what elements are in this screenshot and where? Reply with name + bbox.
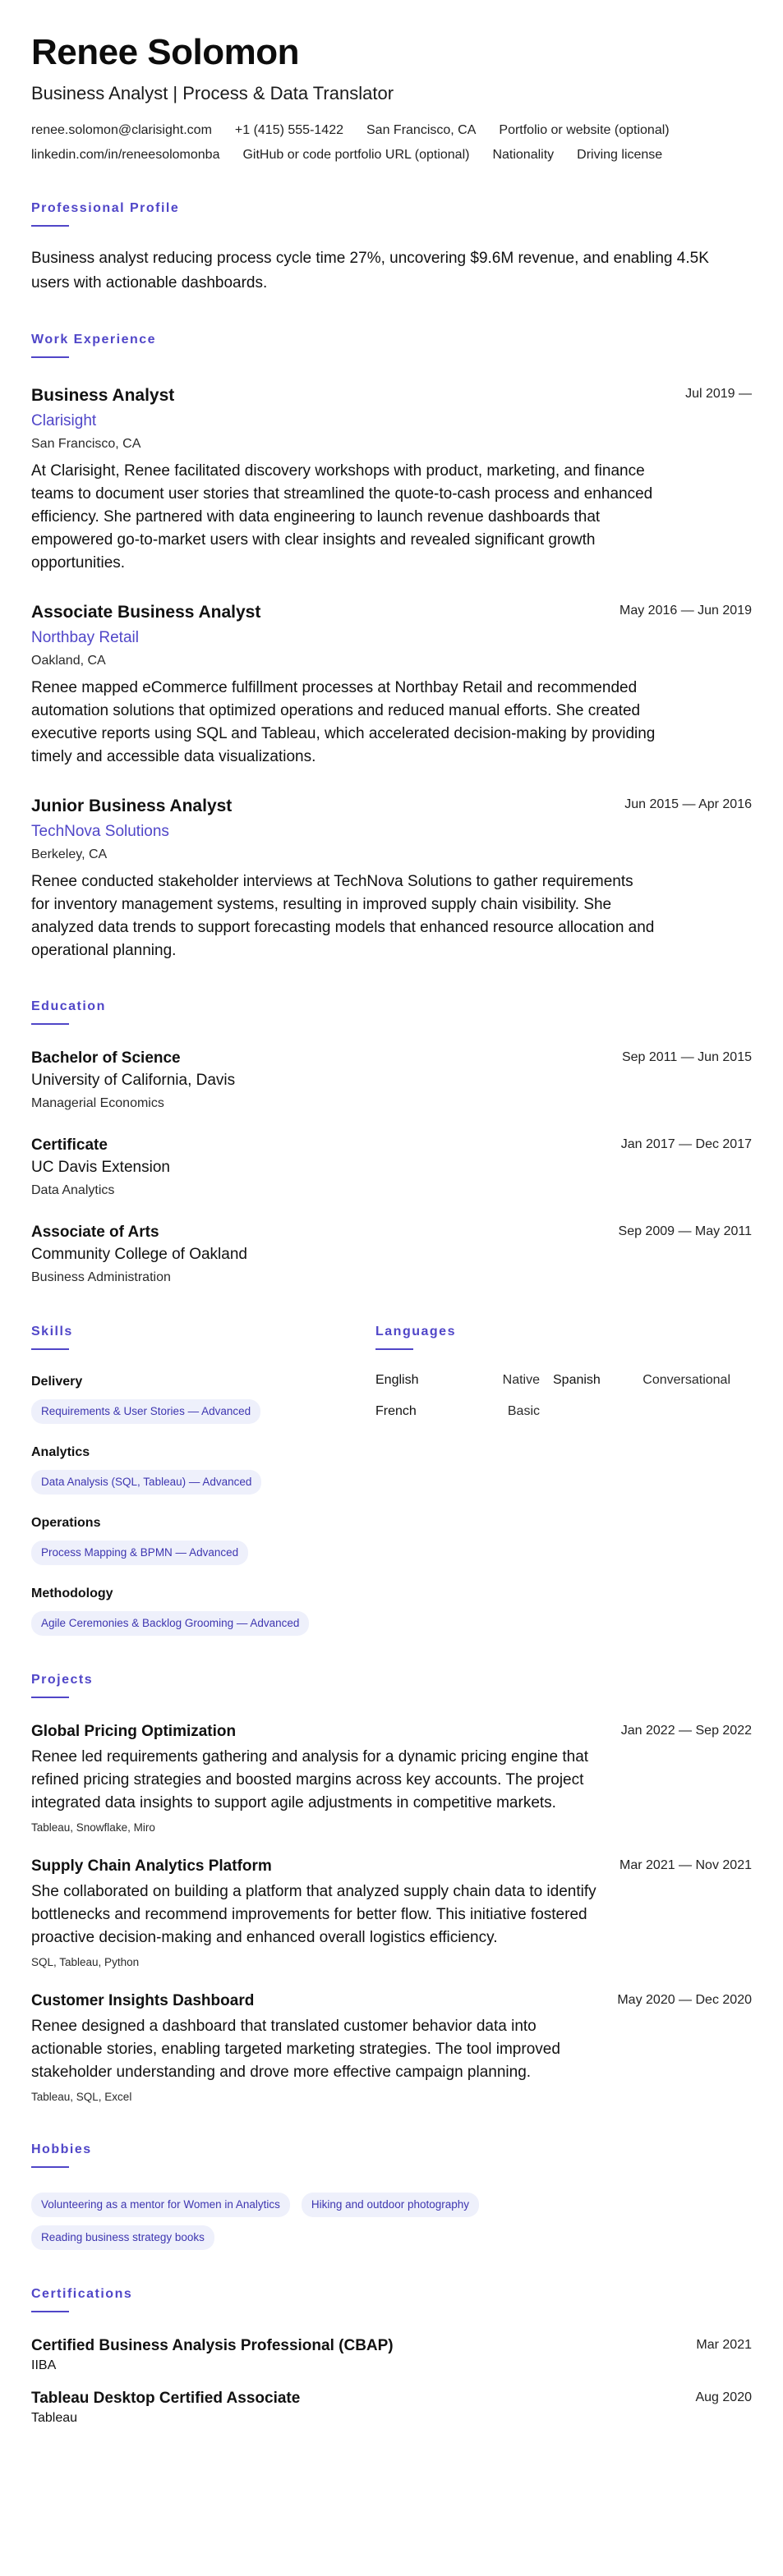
skill-pill: Data Analysis (SQL, Tableau) — Advanced	[31, 1470, 261, 1495]
contact-nationality: Nationality	[492, 148, 555, 162]
education-field: Business Administration	[31, 1270, 171, 1284]
section-title-projects: Projects	[31, 1673, 94, 1687]
certification-date: Aug 2020	[695, 2390, 752, 2404]
certification-name: Certified Business Analysis Professional (CBAP)	[31, 2337, 394, 2354]
skill-group	[31, 1444, 375, 1495]
education-degree: Associate of Arts	[31, 1224, 159, 1241]
project-entry	[31, 1721, 752, 1836]
job-description: Renee conducted stakeholder interviews at TechNova Solutions to gather requirements for inventory management systems, resulting in improved supply chain visibility. She analyzed data trends to support forecasting models that enhanced resource allocation and operational planning.	[31, 873, 655, 959]
project-entry	[31, 1991, 752, 2105]
project-description: Renee led requirements gathering and analysis for a dynamic pricing engine that refined pricing strategies and boosted margins across key accounts. The project integrated data insights to support agile adjustments in competitive markets.	[31, 1748, 589, 1811]
education-entry	[31, 1222, 752, 1288]
job-title: Junior Business Analyst	[31, 797, 233, 815]
languages-section	[375, 1324, 752, 1636]
job-company: Clarisight	[31, 412, 97, 429]
job-entry	[31, 601, 752, 769]
profile-section	[31, 200, 752, 296]
project-dates: Mar 2021 — Nov 2021	[619, 1858, 752, 1872]
job-title: Associate Business Analyst	[31, 603, 261, 622]
skill-category: Delivery	[31, 1375, 83, 1389]
language-name: Spanish	[553, 1373, 601, 1387]
job-description: At Clarisight, Renee facilitated discovery workshops with product, marketing, and finance teams to document user stories that streamlined the quote-to-cash process and enhanced efficiency. She partnered with data engineering to launch revenue dashboards that empowered go-to-market users with clear insights and revealed significant growth opportunities.	[31, 462, 653, 572]
skill-pill: Process Mapping & BPMN — Advanced	[31, 1541, 248, 1565]
certification-name: Tableau Desktop Certified Associate	[31, 2390, 301, 2407]
education-section	[31, 999, 752, 1288]
hobby-pill: Reading business strategy books	[31, 2225, 214, 2250]
language-level: Basic	[507, 1404, 540, 1418]
skill-group	[31, 1585, 375, 1636]
skill-category: Analytics	[31, 1445, 90, 1459]
resume-header	[31, 31, 752, 164]
project-tools: SQL, Tableau, Python	[31, 1956, 140, 1968]
skill-group	[31, 1514, 375, 1565]
project-tools: Tableau, Snowflake, Miro	[31, 1821, 155, 1834]
hobby-pill: Volunteering as a mentor for Women in Analytics	[31, 2193, 290, 2217]
hobby-pill: Hiking and outdoor photography	[302, 2193, 479, 2217]
job-description: Renee mapped eCommerce fulfillment processes at Northbay Retail and recommended automation solutions that optimized operations and reduced manual efforts. She created executive reports using SQL and Tableau, which accelerated decision-making by providing timely and accessible data visualizations.	[31, 679, 656, 765]
project-tools: Tableau, SQL, Excel	[31, 2091, 132, 2103]
education-degree: Certificate	[31, 1136, 108, 1154]
job-location: San Francisco, CA	[31, 437, 141, 451]
skills-languages-row	[31, 1324, 752, 1636]
education-field: Data Analytics	[31, 1183, 115, 1197]
project-description: She collaborated on building a platform that analyzed supply chain data to identify bottlenecks and recommend improvements for better flow. This initiative fostered proactive decision-making and enhanced overall logistics efficiency.	[31, 1883, 596, 1946]
project-dates: Jan 2022 — Sep 2022	[620, 1724, 752, 1738]
language-level: Conversational	[643, 1373, 730, 1387]
section-divider	[31, 356, 69, 358]
section-title-profile: Professional Profile	[31, 201, 180, 215]
section-title-experience: Work Experience	[31, 333, 157, 347]
language-name: English	[375, 1373, 419, 1387]
education-dates: Jan 2017 — Dec 2017	[620, 1137, 752, 1151]
job-dates: Jul 2019 —	[685, 387, 752, 401]
project-title: Customer Insights Dashboard	[31, 1992, 255, 2009]
language-item	[375, 1403, 553, 1421]
contact-phone[interactable]: +1 (415) 555-1422	[234, 123, 343, 137]
education-entry	[31, 1048, 752, 1114]
job-location: Oakland, CA	[31, 654, 106, 668]
contact-email[interactable]: renee.solomon@clarisight.com	[31, 123, 212, 137]
project-title: Supply Chain Analytics Platform	[31, 1857, 272, 1875]
hobby-list	[31, 2184, 606, 2250]
job-entry	[31, 384, 752, 575]
job-company: TechNova Solutions	[31, 823, 169, 840]
section-title-skills: Skills	[31, 1325, 73, 1339]
section-divider	[31, 1697, 69, 1698]
job-title: Business Analyst	[31, 386, 175, 405]
education-school: Community College of Oakland	[31, 1246, 247, 1263]
project-dates: May 2020 — Dec 2020	[617, 1993, 752, 2007]
contact-portfolio[interactable]: Portfolio or website (optional)	[499, 123, 670, 137]
candidate-subtitle: Business Analyst | Process & Data Translator	[31, 83, 394, 103]
section-divider	[31, 2166, 69, 2168]
job-dates: May 2016 — Jun 2019	[619, 604, 752, 618]
certifications-section	[31, 2286, 752, 2427]
language-item	[375, 1371, 553, 1389]
project-entry	[31, 1856, 752, 1971]
contact-list	[31, 122, 752, 164]
section-divider	[31, 1348, 69, 1350]
section-divider	[31, 225, 69, 227]
profile-summary: Business analyst reducing process cycle time 27%, uncovering $9.6M revenue, and enabling 4.5K users with actionable dashboards.	[31, 250, 709, 292]
certification-issuer: Tableau	[31, 2411, 78, 2425]
education-degree: Bachelor of Science	[31, 1049, 181, 1067]
section-divider	[31, 2311, 69, 2312]
skill-group	[31, 1373, 375, 1424]
education-dates: Sep 2009 — May 2011	[618, 1224, 752, 1238]
job-dates: Jun 2015 — Apr 2016	[624, 797, 752, 811]
education-dates: Sep 2011 — Jun 2015	[621, 1050, 752, 1064]
education-entry	[31, 1135, 752, 1201]
contact-github[interactable]: GitHub or code portfolio URL (optional)	[242, 148, 470, 162]
section-title-education: Education	[31, 999, 106, 1013]
certification-entry	[31, 2388, 752, 2427]
project-description: Renee designed a dashboard that translated customer behavior data into actionable stories, enabling targeted marketing strategies. The tool improved stakeholder understanding and drove more effective campaign planning.	[31, 2018, 560, 2081]
job-location: Berkeley, CA	[31, 847, 108, 861]
candidate-name: Renee Solomon	[31, 32, 299, 72]
contact-location: San Francisco, CA	[366, 123, 477, 137]
job-entry	[31, 795, 752, 962]
education-field: Managerial Economics	[31, 1096, 164, 1110]
contact-driving-license: Driving license	[577, 148, 663, 162]
section-title-languages: Languages	[375, 1325, 456, 1339]
skill-category: Operations	[31, 1516, 101, 1530]
section-title-hobbies: Hobbies	[31, 2142, 92, 2156]
certification-date: Mar 2021	[696, 2338, 752, 2352]
skill-pill: Requirements & User Stories — Advanced	[31, 1399, 260, 1424]
language-level: Native	[502, 1373, 540, 1387]
project-title: Global Pricing Optimization	[31, 1723, 237, 1740]
job-company: Northbay Retail	[31, 629, 139, 646]
language-name: French	[375, 1404, 417, 1418]
education-school: UC Davis Extension	[31, 1159, 170, 1176]
education-school: University of California, Davis	[31, 1072, 236, 1089]
skill-category: Methodology	[31, 1586, 113, 1600]
section-divider	[375, 1348, 413, 1350]
projects-section	[31, 1672, 752, 2105]
skill-pill: Agile Ceremonies & Backlog Grooming — Advanced	[31, 1611, 309, 1636]
section-divider	[31, 1023, 69, 1025]
hobbies-section	[31, 2142, 752, 2250]
certification-issuer: IIBA	[31, 2358, 57, 2372]
section-title-certifications: Certifications	[31, 2287, 133, 2301]
language-list	[375, 1371, 752, 1421]
language-item	[553, 1371, 730, 1389]
contact-linkedin[interactable]: linkedin.com/in/reneesolomonba	[31, 148, 220, 162]
certification-entry	[31, 2335, 752, 2375]
experience-section	[31, 332, 752, 962]
skills-section	[31, 1324, 375, 1636]
